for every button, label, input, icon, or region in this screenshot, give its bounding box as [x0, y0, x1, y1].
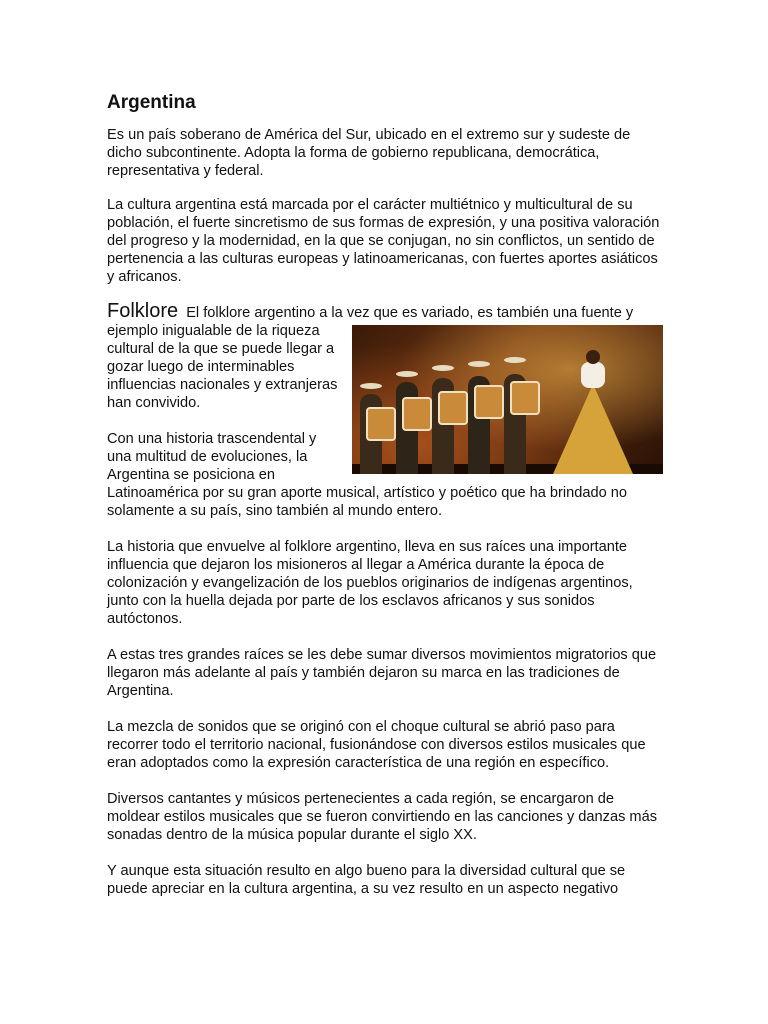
drum-shape — [438, 391, 468, 425]
paragraph-roots: La historia que envuelve al folklore argentino, lleva en sus raíces una importante influencia que dejaron los misioneros al llegar a América durante la época de colonización y evangelización de los pueblos originarios de indígenas argentinos, junto con la huella dejada por parte de los esclavos africanos y sus sonidos autóctonos. — [107, 539, 633, 627]
hat-shape — [504, 357, 526, 363]
folklore-history-paragraph: Con una historia trascendental y una multitud de evoluciones, la Argentina se posiciona en Latinoamérica por su gran aporte musical, artístico y poético que ha brindado no solamente a su país, sino también al mundo entero. — [107, 431, 628, 519]
folklore-lead-first-line: El folklore argentino a la vez que es variado, es también una fuente y — [182, 305, 634, 321]
hat-shape — [432, 365, 454, 371]
hat-shape — [396, 371, 418, 377]
paragraph-musicians: Diversos cantantes y músicos pertenecientes a cada región, se encargaron de moldear estilos musicales que se fueron convirtiendo en las canciones y danzas más sonadas dentro de la música popular durante el siglo XX. — [107, 791, 657, 843]
folklore-heading: Folklore — [107, 300, 179, 322]
hat-shape — [468, 361, 490, 367]
folklore-section — [107, 302, 663, 898]
drum-shape — [366, 407, 396, 441]
culture-paragraph: La cultura argentina está marcada por el carácter multiétnico y multicultural de su población, el fuerte sincretismo de sus formas de expresión, y una positiva valoración del progreso y la modernidad, en la que se conjugan, no sin conflictos, un sentido de pertenencia a las culturas europeas y latinoamericanas, con fuertes aportes asiáticos y africanos. — [107, 197, 660, 285]
paragraph-migrations: A estas tres grandes raíces se les debe sumar diversos movimientos migratorios que llegaron más adelante al país y también dejaron su marca en las tradiciones de Argentina. — [107, 647, 657, 699]
paragraph-sound-mix: La mezcla de sonidos que se originó con el choque cultural se abrió paso para recorrer todo el territorio nacional, fusionándose con diversos estilos musicales que eran adoptados como la expresión característica de una región en específico. — [107, 719, 646, 771]
drum-shape — [474, 385, 504, 419]
intro-paragraph: Es un país soberano de América del Sur, ubicado en el extremo sur y sudeste de dicho subcontinente. Adopta la forma de gobierno republicana, democrática, representativa y federal. — [107, 127, 631, 179]
paragraph-diversity: Y aunque esta situación resulto en algo bueno para la diversidad cultural que se puede apreciar en la cultura argentina, a su vez resulto en un aspecto negativo — [107, 863, 626, 897]
dancer-blouse — [581, 362, 605, 388]
hat-shape — [360, 383, 382, 389]
drum-shape — [510, 381, 540, 415]
dancer-head — [586, 350, 600, 364]
drum-shape — [402, 397, 432, 431]
folklore-lead-paragraph — [107, 302, 663, 322]
folklore-dancers-photo — [352, 325, 663, 474]
dancer-dress — [553, 384, 633, 474]
page-title: Argentina — [107, 92, 196, 113]
paragraph-list — [107, 520, 663, 898]
folklore-lead-continued: ejemplo inigualable de la riqueza cultural de la que se puede llegar a gozar luego de interminables influencias nacionales y extranjeras han convivido. — [107, 323, 338, 411]
